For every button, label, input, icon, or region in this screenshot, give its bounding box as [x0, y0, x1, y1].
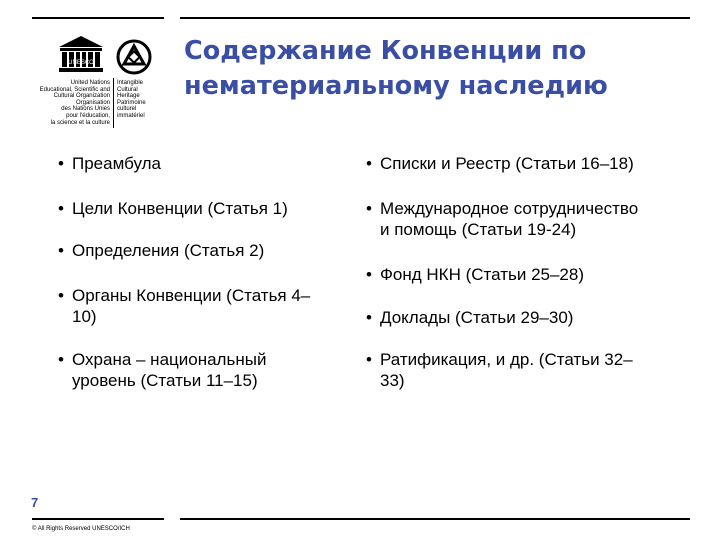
ich-logo	[115, 38, 153, 76]
page-number: 7	[31, 495, 39, 510]
svg-text:UNESCO: UNESCO	[68, 60, 94, 66]
list-item-definitions: • Определения (Статья 2)	[58, 241, 265, 260]
list-item-ratification: • Ратификация, и др. (Статьи 32– 33)	[366, 350, 633, 390]
list-item-objectives: • Цели Конвенции (Статья 1)	[58, 199, 288, 218]
bottom-rule-right	[180, 518, 690, 520]
logo-divider	[113, 78, 114, 128]
list-item-fund: • Фонд НКН (Статьи 25–28)	[366, 265, 584, 284]
list-item-safeguarding: • Охрана – национальный уровень (Статьи 11–15)	[58, 350, 267, 390]
list-item-organs: • Органы Конвенции (Статья 4– 10)	[58, 286, 311, 326]
ich-caption: Intangible Cultural Heritage Patrimoine culturel immatériel	[117, 80, 146, 119]
unesco-caption: United Nations Educational, Scientific and Cultural Organization Organisation des Nations Unies pour l'éducation, la science et la culture	[39, 80, 110, 126]
list-item-preamble: • Преамбула	[58, 154, 161, 173]
slide-title: Содержание Конвенции по нематериальному наследию	[184, 36, 608, 101]
copyright-notice: © All Rights Reserved UNESCO/ICH	[32, 526, 130, 532]
top-rule-right	[180, 17, 690, 19]
unesco-logo	[56, 34, 106, 74]
list-item-lists-register: • Списки и Реестр (Статьи 16–18)	[366, 154, 634, 173]
bottom-rule-left	[32, 518, 164, 520]
top-rule-left	[32, 17, 164, 19]
list-item-international-cooperation: • Международное сотрудничество и помощь (Статьи 19-24)	[366, 199, 639, 239]
list-item-reports: • Доклады (Статьи 29–30)	[366, 308, 574, 327]
